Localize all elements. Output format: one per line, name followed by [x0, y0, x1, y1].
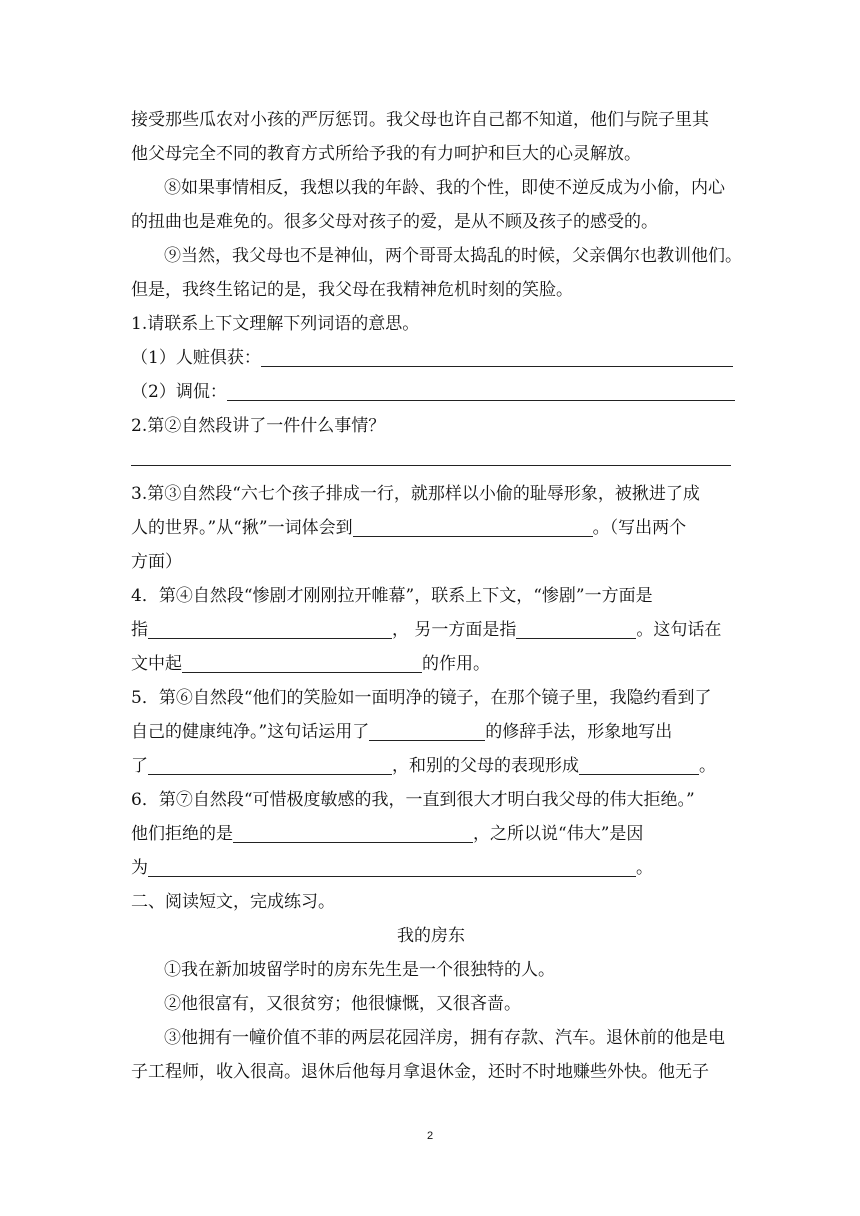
question-5-text: 。	[699, 756, 716, 776]
question-1-1	[131, 341, 731, 375]
text-line: ⑨当然，我父母也不是神仙，两个哥哥太捣乱的时候，父亲偶尔也教训他们。	[164, 246, 742, 266]
question-1-1-label: （1）人赃俱获：	[131, 348, 261, 368]
answer-blank[interactable]	[369, 718, 485, 741]
question-5-line-2	[131, 715, 731, 749]
question-1: 1.请联系上下文理解下列词语的意思。	[131, 314, 420, 334]
text-line: ⑧如果事情相反，我想以我的年龄、我的个性，即使不逆反成为小偷，内心	[164, 178, 725, 198]
question-6-line-2	[131, 817, 731, 851]
answer-blank[interactable]	[579, 752, 699, 775]
text-line: 接受那些瓜农对小孩的严厉惩罚。我父母也许自己都不知道，他们与院子里其	[131, 110, 709, 130]
question-3-line-1: 3.第③自然段“六七个孩子排成一行，就那样以小偷的耻辱形象，被揪进了成	[131, 484, 700, 504]
question-1-2	[131, 375, 731, 409]
question-5-text: 了	[131, 756, 148, 776]
question-4-line-3	[131, 647, 731, 681]
question-5-text: 的修辞手法，形象地写出	[485, 722, 673, 742]
text-line: 的扭曲也是难免的。很多父母对孩子的爱，是从不顾及孩子的感受的。	[131, 212, 658, 232]
article-paragraph: ②他很富有，又很贫穷；他很慷慨，又很吝啬。	[164, 994, 521, 1014]
answer-blank[interactable]	[227, 378, 735, 401]
question-3-text: 人的世界。”从“揪”一词体会到	[131, 518, 353, 538]
question-5-text: ，和别的父母的表现形成	[392, 756, 579, 776]
question-6-line-1: 6．第⑦自然段“可惜极度敏感的我，一直到很大才明白我父母的伟大拒绝。”	[131, 790, 695, 810]
answer-blank[interactable]	[148, 854, 636, 877]
answer-blank[interactable]	[233, 820, 473, 843]
article-paragraph: 子工程师，收入很高。退休后他每月拿退休金，还时不时地赚些外快。他无子	[131, 1062, 709, 1082]
section-heading: 二、阅读短文，完成练习。	[131, 892, 335, 912]
question-6-text: 。	[636, 858, 653, 878]
question-6-text: 他们拒绝的是	[131, 824, 233, 844]
answer-blank[interactable]	[148, 752, 392, 775]
answer-blank[interactable]	[261, 344, 733, 367]
question-4-text: 。这句话在	[636, 620, 722, 640]
question-3-line-2	[131, 511, 731, 545]
question-6-text: ，之所以说“伟大”是因	[473, 824, 644, 844]
question-2: 2.第②自然段讲了一件什么事情？	[131, 416, 386, 436]
article-paragraph: ③他拥有一幢价值不菲的两层花园洋房，拥有存款、汽车。退休前的他是电	[164, 1028, 725, 1048]
question-5-line-3	[131, 749, 731, 783]
question-3-text: 。（写出两个	[592, 518, 687, 538]
article-title: 我的房东	[397, 926, 465, 946]
question-4-text: 的作用。	[422, 654, 490, 674]
question-3-line-3: 方面）	[131, 552, 182, 572]
answer-blank[interactable]	[148, 616, 392, 639]
answer-blank[interactable]	[516, 616, 636, 639]
text-line: 但是，我终生铭记的是，我父母在我精神危机时刻的笑脸。	[131, 280, 573, 300]
question-6-line-3	[131, 851, 731, 885]
answer-blank[interactable]	[182, 650, 422, 673]
article-paragraph: ①我在新加坡留学时的房东先生是一个很独特的人。	[164, 960, 555, 980]
text-line: 他父母完全不同的教育方式所给予我的有力呵护和巨大的心灵解放。	[131, 144, 641, 164]
question-4-text: ， 另一方面是指	[392, 620, 517, 640]
question-6-text: 为	[131, 858, 148, 878]
page-number: 2	[426, 1130, 434, 1142]
question-4-text: 文中起	[131, 654, 182, 674]
question-1-2-label: （2）调侃：	[131, 382, 227, 402]
question-4-line-1: 4．第④自然段“惨剧才刚刚拉开帷幕”，联系上下文，“惨剧”一方面是	[131, 586, 653, 606]
answer-line[interactable]	[131, 465, 731, 466]
question-4-text: 指	[131, 620, 148, 640]
question-5-line-1: 5．第⑥自然段“他们的笑脸如一面明净的镜子，在那个镜子里，我隐约看到了	[131, 688, 712, 708]
question-5-text: 自己的健康纯净。”这句话运用了	[131, 722, 370, 742]
question-4-line-2	[131, 613, 731, 647]
answer-blank[interactable]	[353, 514, 593, 537]
